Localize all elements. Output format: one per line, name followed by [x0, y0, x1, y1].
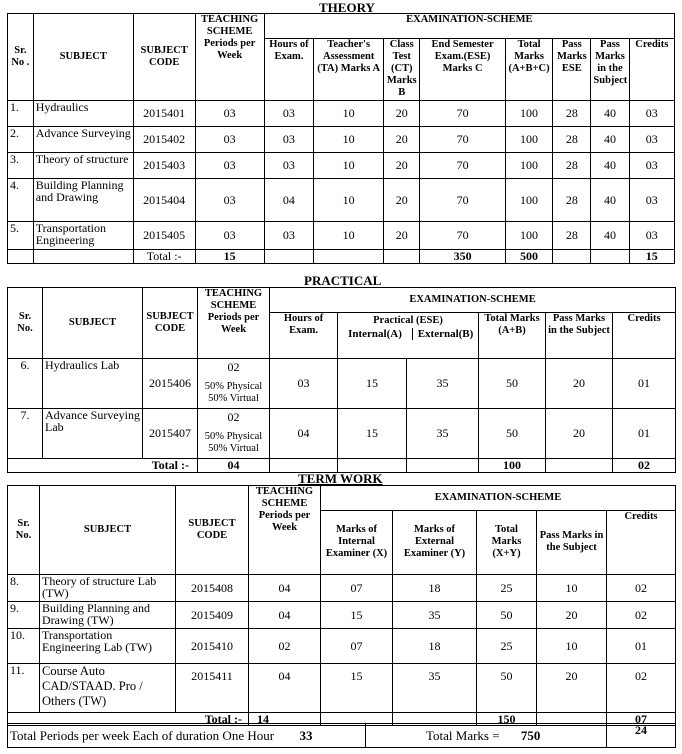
table-row [8, 221, 675, 249]
cell-sr: 1. [8, 100, 34, 126]
th-pass: Pass Marks in the Subject [537, 510, 607, 574]
th-code: SUBJECT CODE [176, 486, 249, 575]
table-row [8, 408, 676, 458]
th-exam-scheme: EXAMINATION-SCHEME [321, 486, 676, 511]
cell-pass: 20 [537, 663, 607, 712]
cell-credits: 01 [613, 408, 676, 458]
cell-hours: 03 [264, 221, 313, 249]
cell-total: 100 [505, 221, 552, 249]
th-internal: Internal(A) [338, 328, 413, 340]
cell-ese: 70 [420, 100, 506, 126]
total-periods: 15 [195, 249, 264, 263]
cell-ct: 20 [384, 126, 420, 152]
th-pass-ese: Pass Marks ESE [553, 38, 591, 100]
cell-subject: Hydraulics Lab [43, 358, 143, 408]
cell-pass-subject: 40 [591, 100, 629, 126]
cell-credits: 03 [629, 178, 674, 221]
th-pass: Pass Marks in the Subject [546, 312, 613, 358]
cell-total: 25 [477, 574, 537, 601]
termwork-table-section [7, 485, 675, 726]
cell-ct: 20 [384, 221, 420, 249]
cell-total: 50 [477, 601, 537, 628]
cell-ta: 10 [314, 152, 384, 178]
th-total: Total Marks (A+B+C) [505, 38, 552, 100]
cell-credits: 03 [629, 221, 674, 249]
cell-credits: 03 [629, 126, 674, 152]
cell-ct: 20 [384, 178, 420, 221]
cell-periods: 02 [249, 628, 321, 663]
total-periods: 14 [249, 712, 321, 725]
cell-subject: Building Planning and Drawing (TW) [40, 601, 176, 628]
cell-pass-ese: 28 [553, 178, 591, 221]
footer-total-marks [366, 724, 607, 748]
total-marks: 500 [505, 249, 552, 263]
cell-external: 35 [407, 358, 479, 408]
table-row [8, 663, 676, 712]
cell-pass: 10 [537, 628, 607, 663]
cell-hours: 03 [264, 126, 313, 152]
th-ta: Teacher's Assessment (TA) Marks A [314, 38, 384, 100]
cell-credits: 01 [607, 628, 676, 663]
cell-code: 2015402 [133, 126, 195, 152]
th-credits: Credits [613, 312, 676, 358]
th-periods: Periods per Week [195, 38, 264, 100]
cell-ta: 10 [314, 126, 384, 152]
cell-pass: 20 [537, 601, 607, 628]
cell-code: 2015403 [133, 152, 195, 178]
cell-external: 35 [407, 408, 479, 458]
cell-code: 2015404 [133, 178, 195, 221]
cell-ct: 20 [384, 100, 420, 126]
cell-code: 2015410 [176, 628, 249, 663]
th-subject: SUBJECT [33, 14, 133, 101]
termwork-table [7, 485, 676, 726]
table-row [8, 178, 675, 221]
total-row [8, 458, 676, 472]
footer-periods-label: Total Periods per week Each of duration One Hour [8, 724, 298, 748]
table-row [8, 601, 676, 628]
cell-note-virtual: 50% Virtual [208, 443, 259, 454]
cell-sr: 9. [8, 601, 40, 628]
cell-credits: 02 [607, 601, 676, 628]
total-label: Total :- [8, 712, 249, 725]
th-hours: Hours of Exam. [264, 38, 313, 100]
theory-table [7, 13, 675, 264]
cell-subject: Course Auto CAD/STAAD. Pro / Others (TW) [40, 663, 176, 712]
th-code: SUBJECT CODE [143, 288, 198, 359]
th-ct: Class Test (CT) Marks B [384, 38, 420, 100]
th-ese: End Semester Exam.(ESE) Marks C [420, 38, 506, 100]
cell-periods-value: 02 [227, 360, 240, 374]
th-practical-label: Practical (ESE) [373, 314, 443, 326]
th-srno: Sr. No. [8, 486, 40, 575]
cell-subject: Theory of structure [33, 152, 133, 178]
cell-pass: 20 [546, 408, 613, 458]
footer-table [7, 723, 676, 748]
th-pass-subject: Pass Marks in the Subject [591, 38, 629, 100]
cell-periods: 03 [195, 178, 264, 221]
th-total: Total Marks (A+B) [479, 312, 546, 358]
cell-periods-value: 02 [227, 410, 240, 424]
th-credits: Credits [607, 510, 676, 574]
cell-subject: Theory of structure Lab (TW) [40, 574, 176, 601]
cell-ese: 70 [420, 126, 506, 152]
cell-internal: 15 [321, 663, 393, 712]
cell-ct: 20 [384, 152, 420, 178]
th-total: Total Marks (X+Y) [477, 510, 537, 574]
th-code: SUBJECT CODE [133, 14, 195, 101]
cell-hours: 04 [264, 178, 313, 221]
th-teaching: TEACHING SCHEME [198, 288, 270, 313]
cell-external: 35 [393, 601, 477, 628]
cell-credits: 01 [613, 358, 676, 408]
cell-total: 100 [505, 126, 552, 152]
total-periods: 04 [198, 458, 270, 472]
cell-code: 2015411 [176, 663, 249, 712]
cell-internal: 15 [321, 601, 393, 628]
th-srno: Sr. No . [8, 14, 34, 101]
cell-subject: Building Planning and Drawing [33, 178, 133, 221]
cell-periods: 03 [195, 126, 264, 152]
cell-code: 2015407 [143, 408, 198, 458]
th-internal: Marks of Internal Examiner (X) [321, 510, 393, 574]
cell-periods: 04 [249, 601, 321, 628]
termwork-title: TERM WORK [298, 471, 383, 486]
th-hours: Hours of Exam. [270, 312, 338, 358]
total-label: Total :- [8, 458, 198, 472]
cell-pass-subject: 40 [591, 152, 629, 178]
cell-ta: 10 [314, 221, 384, 249]
footer-marks-value: 750 [520, 727, 541, 743]
cell-total: 50 [479, 408, 546, 458]
practical-title: PRACTICAL [304, 273, 382, 288]
cell-internal: 07 [321, 628, 393, 663]
theory-table-section [7, 13, 675, 264]
cell-subject: Advance Surveying [33, 126, 133, 152]
th-srno: Sr. No. [8, 288, 43, 359]
cell-note-physical: 50% Physical [204, 431, 263, 442]
th-exam-scheme: EXAMINATION-SCHEME [270, 288, 676, 313]
cell-total: 50 [477, 663, 537, 712]
cell-total: 100 [505, 100, 552, 126]
th-teaching: TEACHING SCHEME [195, 14, 264, 39]
footer-section [7, 723, 675, 748]
cell-credits: 02 [607, 574, 676, 601]
cell-pass: 10 [537, 574, 607, 601]
total-credits: 15 [629, 249, 674, 263]
table-row [8, 628, 676, 663]
th-exam-scheme: EXAMINATION-SCHEME [264, 14, 674, 39]
th-periods: Periods per Week [249, 510, 321, 574]
cell-hours: 03 [264, 152, 313, 178]
cell-internal: 07 [321, 574, 393, 601]
th-periods: Periods per Week [198, 312, 270, 358]
table-row [8, 126, 675, 152]
cell-external: 18 [393, 574, 477, 601]
cell-internal: 15 [338, 358, 407, 408]
cell-code: 2015406 [143, 358, 198, 408]
cell-periods: 03 [195, 100, 264, 126]
total-marks: 150 [477, 712, 537, 725]
table-row [8, 152, 675, 178]
cell-pass-ese: 28 [553, 100, 591, 126]
footer-marks-label: Total Marks = [426, 727, 500, 743]
th-subject: SUBJECT [40, 486, 176, 575]
cell-total: 50 [479, 358, 546, 408]
cell-hours: 03 [270, 358, 338, 408]
cell-note-physical: 50% Physical [204, 381, 263, 392]
cell-hours: 04 [270, 408, 338, 458]
total-label: Total :- [133, 249, 195, 263]
cell-code: 2015401 [133, 100, 195, 126]
cell-pass-ese: 28 [553, 221, 591, 249]
cell-periods [198, 408, 270, 458]
cell-note-virtual: 50% Virtual [208, 393, 259, 404]
cell-credits: 03 [629, 152, 674, 178]
total-marks: 100 [479, 458, 546, 472]
cell-sr: 3. [8, 152, 34, 178]
total-credits: 07 [607, 712, 676, 725]
cell-code: 2015409 [176, 601, 249, 628]
cell-ta: 10 [314, 100, 384, 126]
table-row [8, 100, 675, 126]
cell-subject: Transportation Engineering Lab (TW) [40, 628, 176, 663]
cell-ese: 70 [420, 152, 506, 178]
cell-sr: 5. [8, 221, 34, 249]
cell-subject: Transportation Engineering [33, 221, 133, 249]
cell-ese: 70 [420, 178, 506, 221]
cell-credits: 02 [607, 663, 676, 712]
cell-sr: 6. [8, 358, 43, 408]
th-teaching: TEACHING SCHEME [249, 486, 321, 511]
th-external: Marks of External Examiner (Y) [393, 510, 477, 574]
cell-ta: 10 [314, 178, 384, 221]
cell-pass-subject: 40 [591, 126, 629, 152]
cell-hours: 03 [264, 100, 313, 126]
cell-credits: 03 [629, 100, 674, 126]
cell-periods [198, 358, 270, 408]
cell-sr: 7. [8, 408, 43, 458]
th-practical-ese [338, 312, 479, 358]
total-ese: 350 [420, 249, 506, 263]
cell-pass-ese: 28 [553, 152, 591, 178]
cell-pass-subject: 40 [591, 178, 629, 221]
practical-table [7, 287, 676, 473]
cell-code: 2015405 [133, 221, 195, 249]
table-row [8, 574, 676, 601]
cell-pass-subject: 40 [591, 221, 629, 249]
footer-periods-value: 33 [298, 724, 366, 748]
cell-ese: 70 [420, 221, 506, 249]
cell-periods: 03 [195, 152, 264, 178]
footer-credits-value: 24 [607, 724, 676, 748]
cell-external: 18 [393, 628, 477, 663]
cell-total: 100 [505, 178, 552, 221]
cell-periods: 03 [195, 221, 264, 249]
th-subject: SUBJECT [43, 288, 143, 359]
total-row [8, 249, 675, 263]
cell-sr: 2. [8, 126, 34, 152]
cell-subject: Advance Surveying Lab [43, 408, 143, 458]
cell-sr: 4. [8, 178, 34, 221]
cell-sr: 8. [8, 574, 40, 601]
cell-external: 35 [393, 663, 477, 712]
th-credits: Credits [629, 38, 674, 100]
cell-periods: 04 [249, 663, 321, 712]
cell-sr: 11. [8, 663, 40, 712]
cell-pass-ese: 28 [553, 126, 591, 152]
cell-subject: Hydraulics [33, 100, 133, 126]
practical-table-section [7, 287, 675, 473]
cell-periods: 04 [249, 574, 321, 601]
cell-total: 25 [477, 628, 537, 663]
cell-total: 100 [505, 152, 552, 178]
th-external: External(B) [417, 327, 474, 340]
cell-pass: 20 [546, 358, 613, 408]
total-credits: 02 [613, 458, 676, 472]
table-row [8, 358, 676, 408]
theory-title: THEORY [319, 0, 375, 15]
cell-code: 2015408 [176, 574, 249, 601]
cell-internal: 15 [338, 408, 407, 458]
cell-sr: 10. [8, 628, 40, 663]
